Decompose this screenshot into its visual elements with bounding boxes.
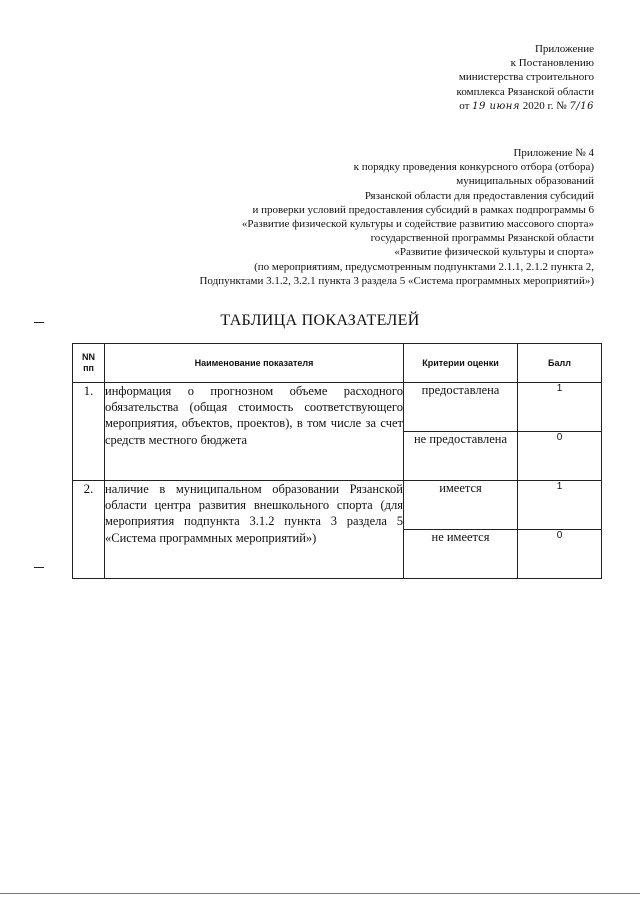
column-header-nn [73,344,105,383]
appendix-4-line: и проверки условий предоставления субсидий в рамках подпрограммы 6 [252,203,594,216]
header-nn-line: NN [82,352,95,362]
table-title: ТАБЛИЦА ПОКАЗАТЕЛЕЙ [220,312,420,329]
indicator-name: информация о прогнозном объеме расходного обязательства (общая стоимость соответствующего мероприятия, объектов, проектов), в том числе за счет средств местного бюджета [105,383,404,481]
appendix-4-line: Подпунктами 3.1.2, 3.2.1 пункта 3 раздела 5 «Система программных мероприятий») [199,274,594,287]
appendix-header-block [457,42,594,114]
criteria-cell: не предоставлена [404,432,518,481]
appendix-4-line: Приложение № 4 [513,147,594,159]
appendix-4-block [199,146,594,288]
column-header-criteria: Критерии оценки [404,344,518,383]
appendix-4-line: «Развитие физической культуры и спорта» [394,246,594,259]
handwritten-date: 19 июня [472,100,520,112]
handwritten-number: 7/16 [569,100,594,112]
table-row [73,383,602,432]
appendix-header-line: к Постановлению [510,57,594,70]
indicators-table [72,343,602,579]
criteria-cell: имеется [404,481,518,530]
score-cell: 0 [518,432,602,481]
scan-bottom-edge [0,893,640,894]
date-prefix: от [459,99,470,112]
appendix-4-line: «Развитие физической культуры и содействие развитию массового спорта» [241,218,594,231]
score-cell: 1 [518,481,602,530]
resolution-date-line [457,99,594,114]
appendix-4-line: муниципальных образований [456,175,594,188]
criteria-cell: предоставлена [404,383,518,432]
appendix-4-line: (по мероприятиям, предусмотренным подпунктами 2.1.1, 2.1.2 пункта 2, [254,260,594,273]
appendix-header-line: комплекса Рязанской области [456,85,594,98]
appendix-4-line: к порядку проведения конкурсного отбора (отбора) [353,161,594,174]
row-number: 2. [73,481,105,579]
appendix-4-line: государственной программы Рязанской области [370,232,594,245]
date-middle: 2020 г. № [522,99,567,112]
score-cell: 0 [518,530,602,579]
score-cell: 1 [518,383,602,432]
criteria-cell: не имеется [404,530,518,579]
column-header-score: Балл [518,344,602,383]
column-header-name: Наименование показателя [105,344,404,383]
appendix-4-line: Рязанской области для предоставления субсидий [364,189,594,202]
table-header-row [73,344,602,383]
header-nn-line: пп [83,363,94,373]
row-number: 1. [73,383,105,481]
table-row [73,481,602,530]
appendix-header-line: министерства строительного [458,71,594,84]
appendix-header-line: Приложение [534,43,594,55]
indicator-name: наличие в муниципальном образовании Рязанской области центра развития внешкольного спорта (для мероприятия подпункта 3.1.2 пункта 3 раздела 5 «Система программных мероприятий») [105,481,404,579]
margin-mark [34,567,44,568]
